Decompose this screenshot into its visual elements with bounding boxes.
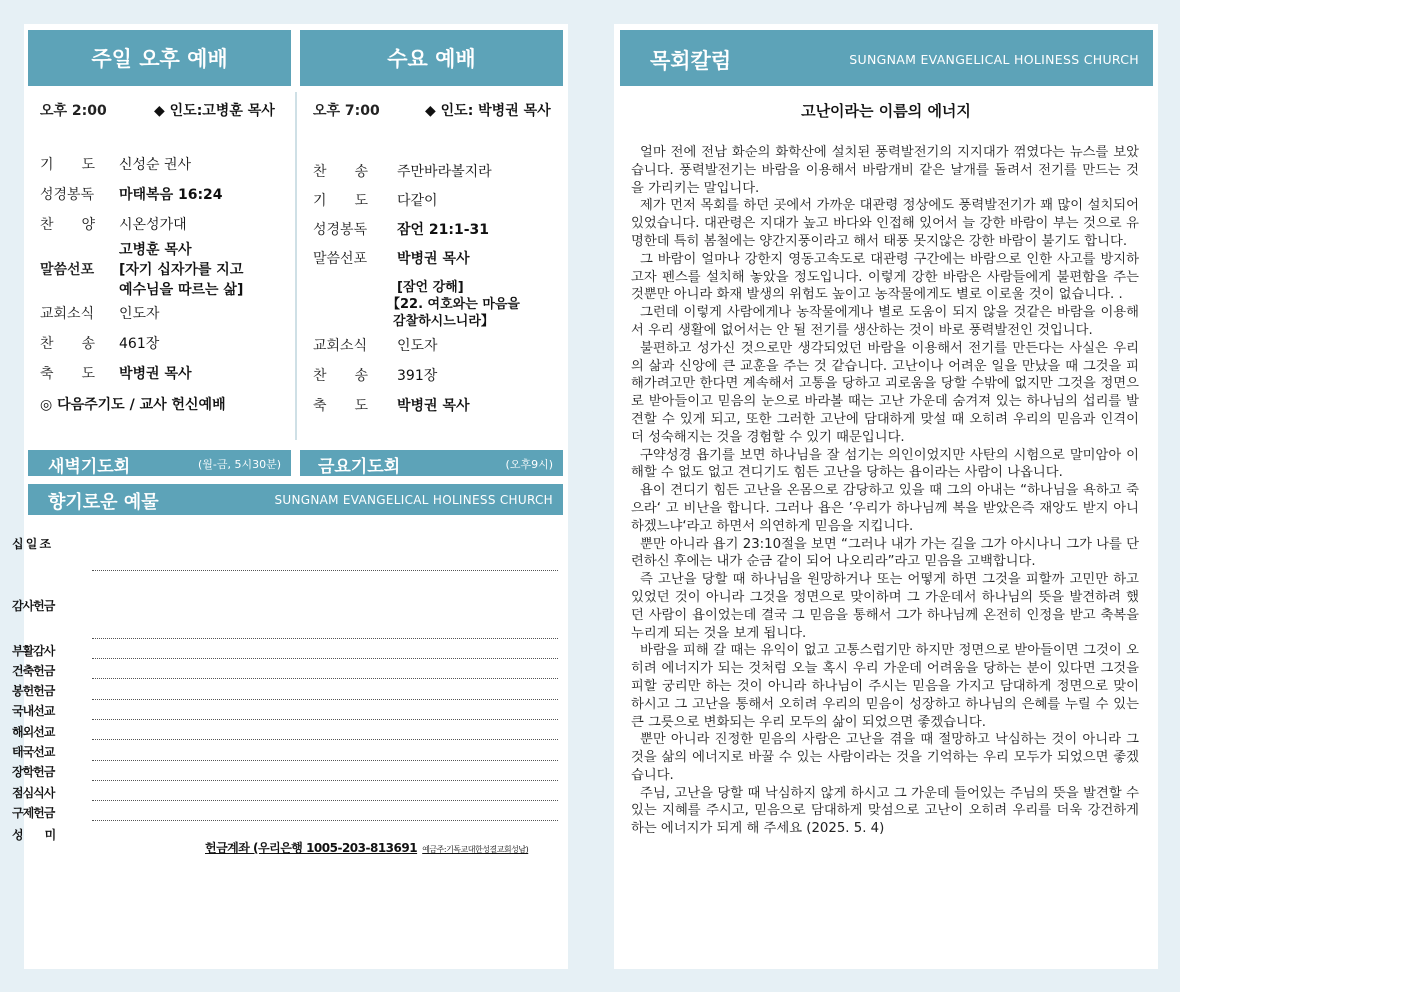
column-header [620, 30, 1153, 86]
offering-label: 부활감사 [12, 644, 55, 658]
friday-prayer-title: 금요기도회 [318, 457, 401, 477]
bank-account: 헌금계좌 (우리은행 1005-203-813691 [205, 841, 418, 855]
offering-label: 국내선교 [12, 704, 55, 718]
column-header-title: 목회칼럼 [650, 49, 732, 73]
offering-line [92, 658, 558, 659]
column-paragraph: 바람을 피해 갈 때는 유익이 없고 고통스럽기만 하지만 정면으로 받아들이면 그것이 오히려 에너지가 되는 것처럼 오늘 혹시 우리 가운데 어려움을 당하는 분이 있다면 그것을 피할 궁리만 하는 것이 아니라 하나님이 주시는 믿음을 가지고 담대하게 정면으로 맞이하시고 그 고난을 통해서 오히려 우리의 믿음이 성장하고 하나님의 은혜를 누릴 수 있는 큰 그릇으로 변화되는 우리 모두의 삶이 되었으면 좋겠습니다. [631, 643, 1139, 730]
column-paragraph: 그 바람이 얼마나 강한지 영동고속도로 대관령 구간에는 바람으로 인한 사고를 방지하고자 펜스를 설치해 놓았을 정도입니다. 이렇게 강한 바람은 사람들에게 불편함을 주는 것뿐만 아니라 화재 발생의 위험도 높이고 농작물에게도 별로 이로울 것이 없습니다. . [631, 251, 1139, 303]
offering-line [92, 780, 558, 781]
column-paragraph: 얼마 전에 전남 화순의 화학산에 설치된 풍력발전기의 지지대가 꺾였다는 뉴스를 보았습니다. 풍력발전기는 바람을 이용해서 바람개비 같은 날개를 돌려서 전기를 만드는 것을 가리키는 말입니다. [631, 145, 1139, 196]
wednesday-service-header [300, 30, 563, 86]
offering-label: 건축헌금 [12, 664, 55, 678]
offering-label: 태국선교 [12, 745, 55, 759]
column-title: 고난이라는 이름의 에너지 [801, 102, 971, 120]
wednesday-time: 오후 7:00 [313, 103, 380, 119]
sunday-time: 오후 2:00 [40, 103, 107, 119]
column-paragraph: 즉 고난을 당할 때 하나님을 원망하거나 또는 어떻게 하면 그것을 피할까 고민만 하고 있었던 것이 아니라 그것을 정면으로 맞이하며 그 가운데서 하나님의 뜻을 발견하려 했던 사람이 욥이었는데 결국 그 믿음을 통해서 그가 하나님께 온전히 인정을 받고 축복을 누리게 되는 것을 보게 됩니다. [631, 572, 1139, 641]
offering-line [92, 820, 558, 821]
offering-line [92, 699, 558, 700]
sunday-service-title: 주일 오후 예배 [91, 47, 228, 71]
offering-line [92, 678, 558, 679]
column-paragraph: 주님, 고난을 당할 때 낙심하지 않게 하시고 그 가운데 들어있는 주님의 뜻을 발견할 수 있는 지혜를 주시고, 믿음으로 담대하게 맞섬으로 고난이 오히려 우리를 더욱 강건하게 하는 에너지가 되게 해 주세요 (2025. 5. 4) [631, 785, 1139, 837]
offering-label: 십 일 조 [12, 537, 51, 551]
offering-title: 향기로운 예물 [48, 492, 159, 513]
offering-line [92, 800, 558, 801]
dawn-prayer-bar [28, 450, 291, 476]
offering-label: 구제헌금 [12, 806, 55, 820]
column-paragraph: 뿐만 아니라 욥기 23:10절을 보면 “그러나 내가 가는 길을 그가 아시나니 그가 나를 단련하신 후에는 내가 순금 같이 되어 나오리라”라고 믿음을 고백합니다. [631, 536, 1139, 570]
offering-label: 장학헌금 [12, 765, 55, 779]
offering-label: 감사헌금 [12, 599, 55, 613]
friday-prayer-time: (오후9시) [505, 458, 553, 471]
offering-label: 성 미 [12, 828, 56, 842]
account-holder: 예금주:기독교대한성결교회성남) [422, 845, 529, 854]
bank-account-note [205, 837, 528, 856]
offering-header [28, 484, 563, 515]
column-paragraph: 제가 먼저 목회를 하던 곳에서 가까운 대관령 정상에도 풍력발전기가 꽤 많이 설치되어 있었습니다. 대관령은 지대가 높고 바다와 인접해 있어서 늘 강한 바람이 부는 것으로 유명한데 특히 봄철에는 양간지풍이라고 해서 태풍 못지않은 강한 바람이 불기도 합니다. [631, 198, 1139, 249]
column-paragraph: 구약성경 욥기를 보면 하나님을 잘 섬기는 의인이었지만 사탄의 시험으로 말미암아 이해할 수 없도 없고 견디기도 힘든 고난을 당하는 욥이라는 사람이 나옵니다. [631, 447, 1139, 481]
column-divider [295, 92, 297, 440]
column-church-name: SUNGNAM EVANGELICAL HOLINESS CHURCH [849, 52, 1139, 67]
offering-line [92, 739, 558, 740]
offering-line [92, 719, 558, 720]
sunday-service-header [28, 30, 291, 86]
sunday-order: 오후 2:00 ◆ 인도:고병훈 목사 기 도 신성순 권사 성경봉독 마태복음 16:24 찬 양 시온성가대 말씀선포 고병훈 목사 [자기 십자가를 지고 예수님을 따르는 삶] 교회소식 인도자 찬 송 461장 축 도 박병권 목사 ◎ 다음주기도 / 교사 헌신예배 [40, 96, 288, 426]
offering-label: 봉헌헌금 [12, 684, 55, 698]
dawn-prayer-time: (월-금, 5시30분) [197, 458, 281, 471]
offering-church-name: SUNGNAM EVANGELICAL HOLINESS CHURCH [274, 493, 553, 507]
offering-label: 해외선교 [12, 725, 55, 739]
wednesday-leader: ◆ 인도: 박병권 목사 [425, 103, 551, 119]
offering-line [92, 760, 558, 761]
sunday-leader: ◆ 인도:고병훈 목사 [154, 103, 275, 119]
sunday-note: ◎ 다음주기도 / 교사 헌신예배 [40, 397, 226, 413]
column-paragraph: 욥이 견디기 힘든 고난을 온몸으로 감당하고 있을 때 그의 아내는 “하나님을 욕하고 죽으라‘ 고 비난을 합니다. 그러나 욥은 ’우리가 하나님께 복을 받았은즉 재앙도 받지 아니하겠느냐‘라고 하면서 의연하게 믿음을 지킵니다. [631, 483, 1139, 534]
column-paragraph: 불편하고 성가신 것으로만 생각되었던 바람을 이용해서 전기를 만든다는 사실은 우리의 삶과 신앙에 큰 교훈을 주는 것 같습니다. 고난이나 어려운 일을 만났을 때 그것을 피해가려고만 한다면 계속해서 고통을 당하고 괴로움을 당할 수밖에 없지만 그것을 정면으로 받아들이고 믿음의 눈으로 바라볼 때는 고난 가운데 숨겨져 있는 하나님의 섭리를 발견할 수 있게 되고, 또한 그러한 고난에 담대하게 맞설 때 오히려 우리의 믿음과 인격이 더 성숙해지는 것을 경험할 수 있기 때문입니다. [631, 340, 1139, 445]
column-body [631, 144, 1139, 838]
friday-prayer-bar [300, 450, 563, 476]
offering-line [92, 638, 558, 639]
dawn-prayer-title: 새벽기도회 [48, 457, 131, 477]
column-paragraph: 그런데 이렇게 사람에게나 농작물에게나 별로 도움이 되지 않을 것같은 바람을 이용해서 우리 생활에 없어서는 안 될 전기를 생산하는 것이 바로 풍력발전인 것입니다. [631, 305, 1139, 338]
wednesday-service-title: 수요 예배 [387, 47, 476, 71]
offering-line [92, 570, 558, 571]
offering-label: 점심식사 [12, 786, 55, 800]
column-paragraph: 뿐만 아니라 진정한 믿음의 사람은 고난을 겪을 때 절망하고 낙심하는 것이 아니라 그것을 삶의 에너지로 바꿀 수 있는 사람이라는 것을 기억하는 우리 모두가 되었으면 좋겠습니다. [631, 732, 1139, 783]
wednesday-order: 오후 7:00 ◆ 인도: 박병권 목사 찬 송 주만바라볼지라 기 도 다같이 성경봉독 잠언 21:1-31 말씀선포 박병권 목사 [잠언 강해] 【22. 여호와는 마음을 감찰하시느니라】 교회소식 인도자 찬 송 391장 축 도 박병권 목사 [313, 96, 563, 426]
